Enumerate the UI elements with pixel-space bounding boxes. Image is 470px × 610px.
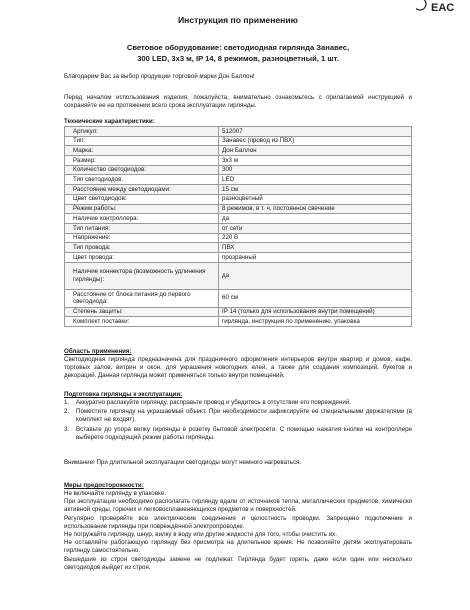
spec-row-voltage — [65, 233, 412, 243]
prep-step — [64, 408, 412, 424]
spec-row-size — [65, 156, 412, 166]
care-item: Не погружайте гирлянду, шнур, вилку в воду или другие жидкости для того, чтобы очистить их. — [64, 530, 337, 538]
spec-value: 300 — [219, 165, 412, 175]
spec-value: Занавес (провод из ПВХ) — [219, 136, 412, 146]
spec-value: LED — [219, 175, 412, 185]
care-item: При эксплуатации необходимо располагать гирлянду вдали от источников тепла, металлических предметов, химически активной среды, горючих и легковоспламеняющихся предметов и поверхностей. — [64, 498, 412, 514]
step-text: Аккуратно распакуйте гирлянду, расправьте провод и убедитесь в отсутствии его повреждений. — [76, 399, 352, 406]
spec-row-package — [65, 317, 412, 327]
spec-row-brand — [65, 146, 412, 156]
step-number: 2. — [64, 408, 70, 416]
care-list — [64, 490, 412, 572]
prep-steps-list — [64, 399, 412, 443]
spec-row-protection — [65, 307, 412, 317]
spec-value: Дон Баллон — [219, 146, 412, 156]
spec-row-power — [65, 223, 412, 233]
spec-key: Тип провода: — [65, 243, 219, 253]
spec-key: Режим работы: — [65, 204, 219, 214]
spec-key: Тип питания: — [65, 223, 219, 233]
product-title — [64, 42, 412, 64]
spec-value: 8 режимов, в т. ч. постоянное свечение — [219, 204, 412, 214]
spec-key: Расстояние между светодиодами: — [65, 185, 219, 195]
product-title-line-1: Световое оборудование: светодиодная гирлянда Занавес, — [126, 43, 350, 52]
usage-heading: Область применения: — [64, 348, 132, 355]
care-item: Регулярно проверяйте все электрические соединения и целостность проводки. Запрещено подключение и использование гирлянды при повреждённой электропроводке. — [64, 514, 412, 530]
spec-row-mode — [65, 204, 412, 214]
document-title: Инструкция по применению — [177, 15, 298, 25]
spec-row-connector — [65, 262, 412, 289]
spec-value: ПВХ — [219, 243, 412, 253]
spec-row-type — [65, 136, 412, 146]
specs-table — [64, 126, 412, 327]
care-heading: Меры предосторожности: — [64, 482, 144, 489]
spec-row-led-spacing — [65, 185, 412, 195]
spec-key: Тип светодиодов: — [65, 175, 219, 185]
spec-row-wire-color — [65, 252, 412, 262]
thanks-text: Благодарим Вас за выбор продукции торговой марки Дон Баллон! — [64, 73, 255, 80]
step-text: Вставьте до упора вилку гирлянды в розетку бытовой электросети. С помощью нажатия кнопки на контроллере выберете подходящий режим работы гирлянды. — [76, 425, 412, 441]
spec-value: от сети — [219, 223, 412, 233]
spec-key: Напряжение: — [65, 233, 219, 243]
prep-heading: Подготовка гирлянды к эксплуатации: — [64, 391, 183, 398]
intro-paragraph: Перед началом использования изделия, пожалуйста, внимательно ознакомьтесь с прилагаемой инструкцией и сохраняйте ее на протяжении всего срока эксплуатации гирлянды. — [64, 94, 412, 110]
heat-warning: Внимание! При длительной эксплуатации светодиоды могут немного нагреваться. — [64, 459, 302, 466]
spec-row-led-type — [65, 175, 412, 185]
spec-key: Расстояние от блока питания до первого светодиода: — [65, 289, 219, 307]
spec-key: Артикул: — [65, 127, 219, 137]
spec-value: 3х3 м — [219, 156, 412, 166]
spec-key: Количество светодиодов: — [65, 165, 219, 175]
spec-value: прозрачный — [219, 252, 412, 262]
spec-key: Степень защиты: — [65, 307, 219, 317]
spec-key: Марка: — [65, 146, 219, 156]
spec-value: IP 14 (только для использования внутри помещений) — [219, 307, 412, 317]
spec-value: 512007 — [219, 127, 412, 137]
spec-key: Наличие коннектора (возможность удлинения гирлянды): — [65, 262, 219, 289]
spec-key: Наличие контроллера: — [65, 214, 219, 224]
prep-step — [64, 426, 412, 442]
spec-value: 60 см — [219, 289, 412, 307]
spec-key: Размер: — [65, 156, 219, 166]
spec-row-led-count — [65, 165, 412, 175]
spec-value: да — [219, 214, 412, 224]
product-title-line-2: 300 LED, 3х3 м, IP 14, 8 режимов, разноцветный, 1 шт. — [137, 54, 339, 63]
spec-row-article — [65, 127, 412, 137]
spec-row-led-color — [65, 194, 412, 204]
spec-key: Цвет светодиодов: — [65, 194, 219, 204]
spec-value: разноцветный — [219, 194, 412, 204]
spec-key: Тип: — [65, 136, 219, 146]
spec-value: 15 см — [219, 185, 412, 195]
spec-value: гирлянда, инструкция по применению, упаковка — [219, 317, 412, 327]
care-item: Вышедшие из строя светодиоды замене не подлежат. Гирлянда будет гореть, даже если один или несколько светодиодов выйдет из строя. — [64, 555, 412, 571]
care-item: Не включайте гирлянду в упаковке. — [64, 490, 166, 497]
spec-key: Цвет провода: — [65, 252, 219, 262]
eac-mark-icon — [416, 0, 464, 14]
spec-row-controller — [65, 214, 412, 224]
spec-row-psu-distance — [65, 289, 412, 307]
spec-row-wire-type — [65, 243, 412, 253]
usage-paragraph: Светодиодная гирлянда предназначена для праздничного оформления интерьеров внутри квартир и домов, кафе, торговых залов, витрин и окон, для украшения новогодних елей, а также для создания композиций, букетов и декораций. Данная гирлянда может применяться только внутри помещений. — [64, 356, 412, 380]
prep-step — [64, 399, 412, 407]
step-number: 1. — [64, 399, 70, 406]
care-item: Не оставляйте работающую гирлянду без присмотра на длительное время. Не позволяйте детям эксплуатировать гирлянду самостоятельно. — [64, 539, 412, 555]
spec-value: да — [219, 262, 412, 289]
step-text: Поместите гирлянду на украшаемый объект. При необходимости зафиксируйте ее специальными держателями (в комплект не входят). — [76, 408, 412, 424]
eac-logo-text: EAC — [431, 2, 455, 14]
specs-heading: Технические характеристики: — [64, 118, 155, 125]
step-number: 3. — [64, 425, 70, 433]
spec-value: 220 В — [219, 233, 412, 243]
eac-logo — [416, 0, 464, 14]
spec-key: Комплект поставки: — [65, 317, 219, 327]
